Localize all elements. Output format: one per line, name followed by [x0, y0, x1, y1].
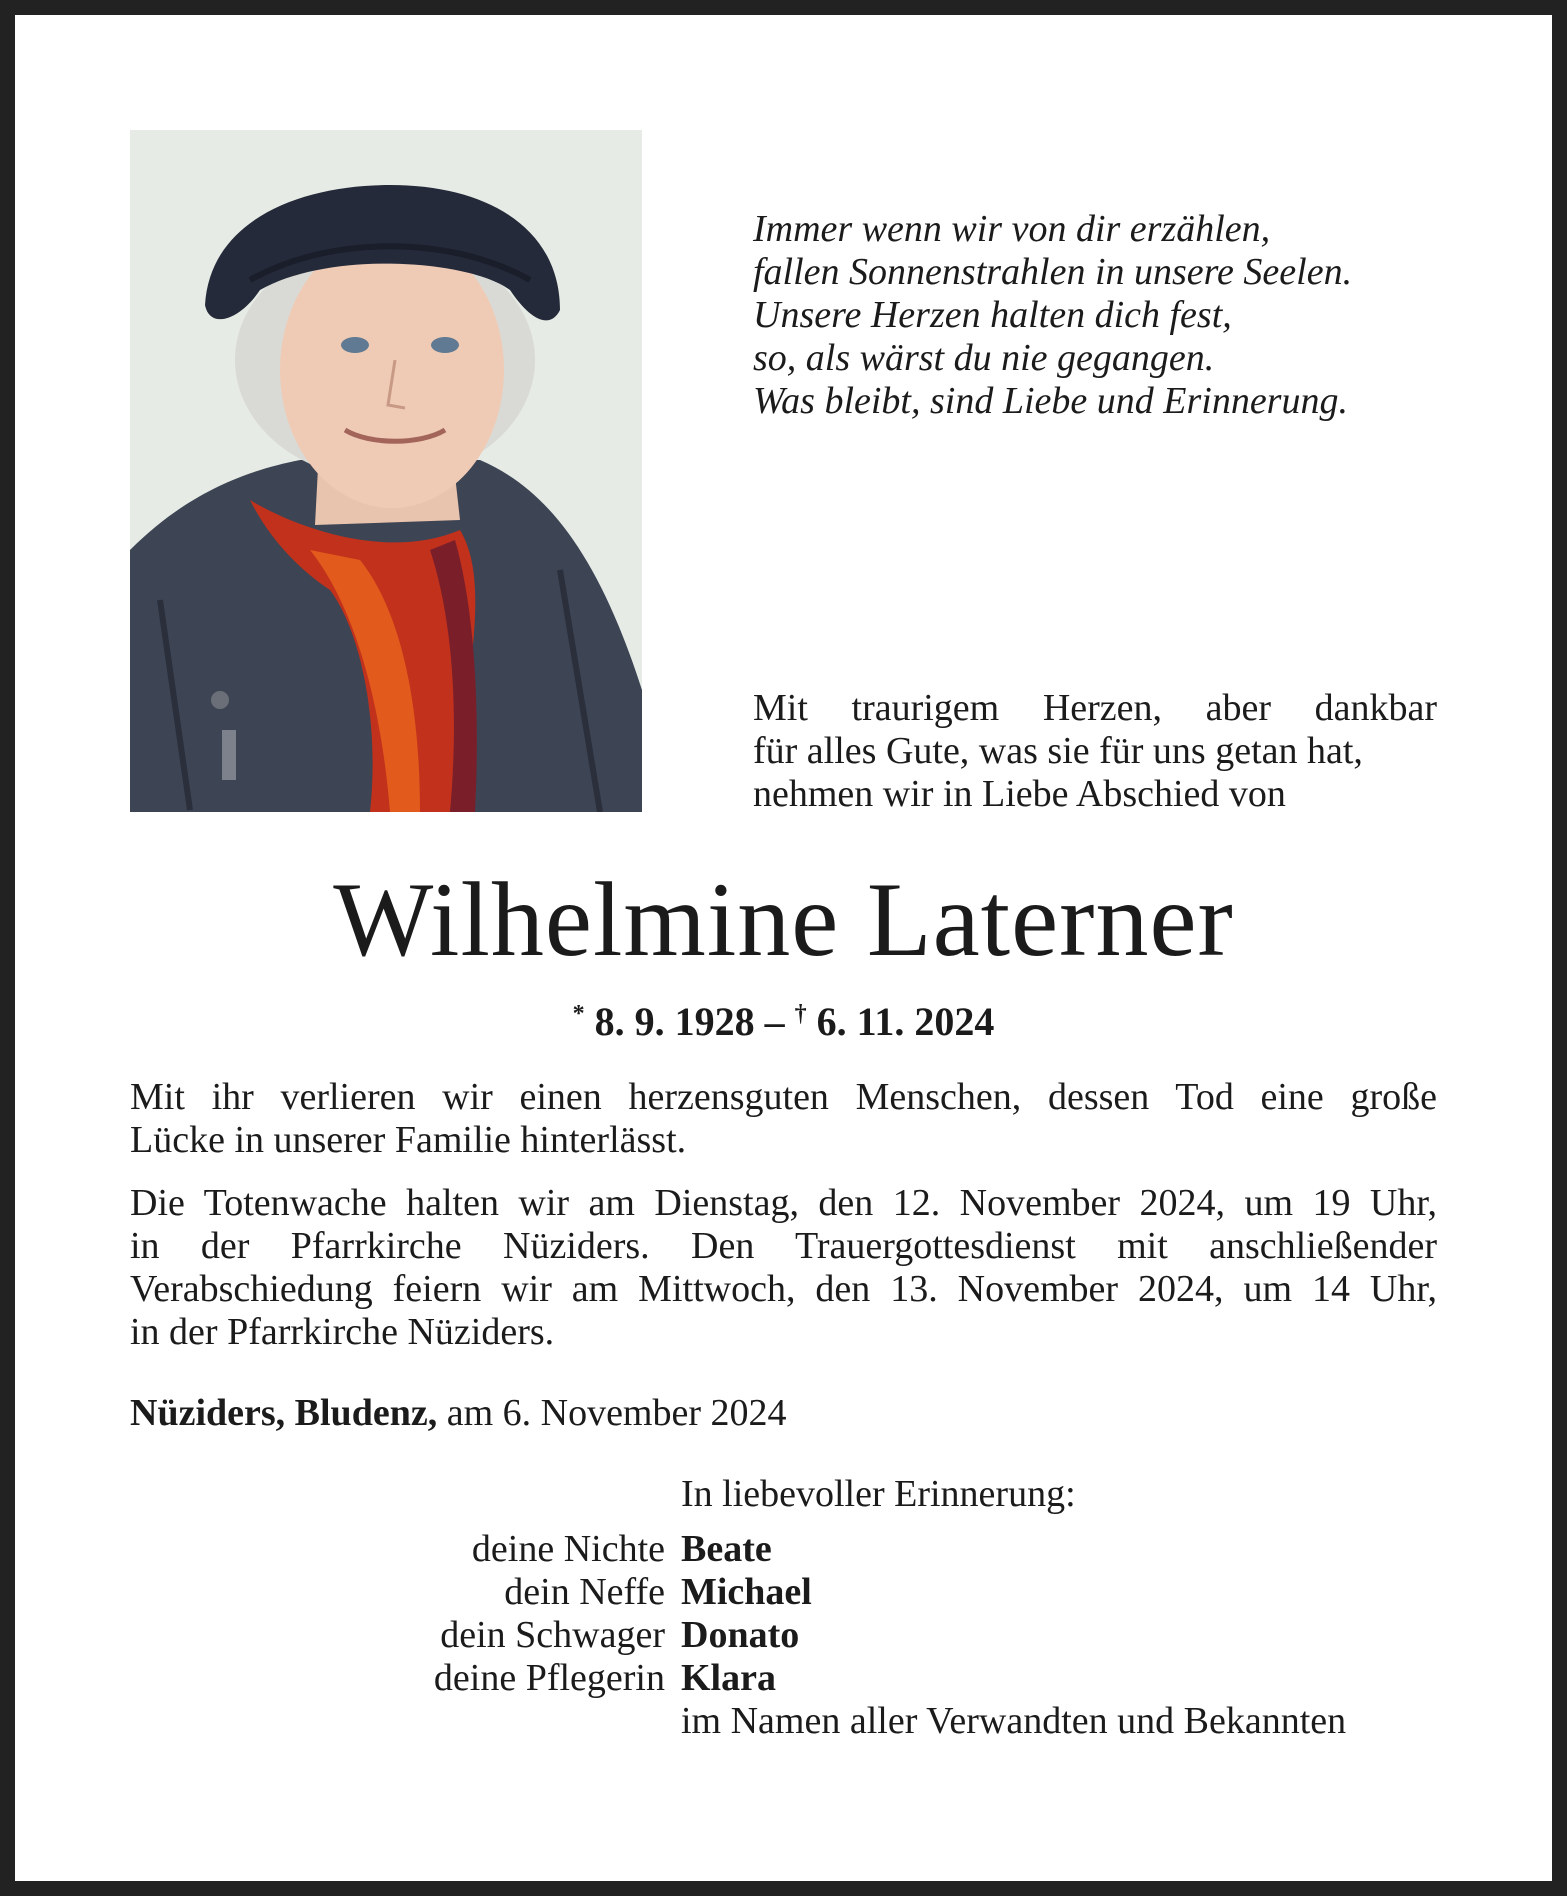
- portrait-illustration: [130, 130, 642, 812]
- portrait-photo: [130, 130, 642, 812]
- birth-date: 8. 9. 1928: [594, 999, 755, 1044]
- paragraph-services: [130, 1182, 1437, 1354]
- mourner-row: [130, 1528, 1450, 1571]
- place-date-line: [130, 1392, 1130, 1435]
- life-dates: [130, 990, 1437, 1046]
- mourner-relation: deine Nichte: [471, 1528, 665, 1570]
- paragraph-line: Die Totenwache halten wir am Dienstag, den 12. November 2024, um 19 Uhr,: [130, 1182, 1437, 1224]
- mourner-row: [130, 1614, 1450, 1657]
- paragraph-line: Lücke in unserer Familie hinterlässt.: [130, 1119, 687, 1161]
- mourner-name: Donato: [681, 1614, 800, 1656]
- deceased-name: Wilhelmine Laterner: [333, 861, 1234, 978]
- poem-line: Unsere Herzen halten dich fest,: [753, 294, 1232, 336]
- mourner-name: Beate: [681, 1528, 772, 1570]
- notice-date: am 6. November 2024: [446, 1392, 787, 1434]
- date-separator: –: [764, 999, 785, 1044]
- mourner-row: [130, 1657, 1450, 1700]
- paragraph-line: in der Pfarrkirche Nüziders. Den Trauergottesdienst mit anschließender: [130, 1225, 1437, 1267]
- mourner-name: Michael: [681, 1571, 812, 1613]
- death-cross-icon: †: [794, 1001, 807, 1027]
- death-date: 6. 11. 2024: [816, 999, 995, 1044]
- mourners-list: [130, 1528, 1450, 1743]
- intro-line: für alles Gute, was sie für uns getan hat,: [753, 730, 1363, 772]
- mourner-relation: deine Pflegerin: [433, 1657, 665, 1699]
- poem-line: Was bleibt, sind Liebe und Erinnerung.: [753, 380, 1348, 422]
- closing-line: im Namen aller Verwandten und Bekannten: [681, 1700, 1347, 1742]
- intro-line: Mit traurigem Herzen, aber dankbar: [753, 687, 1437, 729]
- mourner-name: Klara: [681, 1657, 776, 1699]
- poem-line: fallen Sonnenstrahlen in unsere Seelen.: [753, 251, 1353, 293]
- memorial-poem: [753, 208, 1453, 423]
- mourner-row: [130, 1571, 1450, 1614]
- poem-line: so, als wärst du nie gegangen.: [753, 337, 1215, 379]
- paragraph-loss: [130, 1076, 1437, 1162]
- paragraph-line: Mit ihr verlieren wir einen herzensguten Menschen, dessen Tod eine große: [130, 1076, 1437, 1118]
- memory-heading: In liebevoller Erinnerung:: [681, 1473, 1076, 1515]
- mourner-relation: dein Neffe: [504, 1571, 665, 1613]
- intro-text: [753, 687, 1437, 816]
- poem-line: Immer wenn wir von dir erzählen,: [753, 208, 1271, 250]
- mourner-relation: dein Schwager: [440, 1614, 665, 1656]
- birth-star-icon: *: [572, 1001, 585, 1027]
- place: Nüziders, Bludenz,: [130, 1392, 438, 1434]
- paragraph-line: Verabschiedung feiern wir am Mittwoch, den 13. November 2024, um 14 Uhr,: [130, 1268, 1437, 1310]
- intro-line: nehmen wir in Liebe Abschied von: [753, 773, 1286, 815]
- paragraph-line: in der Pfarrkirche Nüziders.: [130, 1311, 555, 1353]
